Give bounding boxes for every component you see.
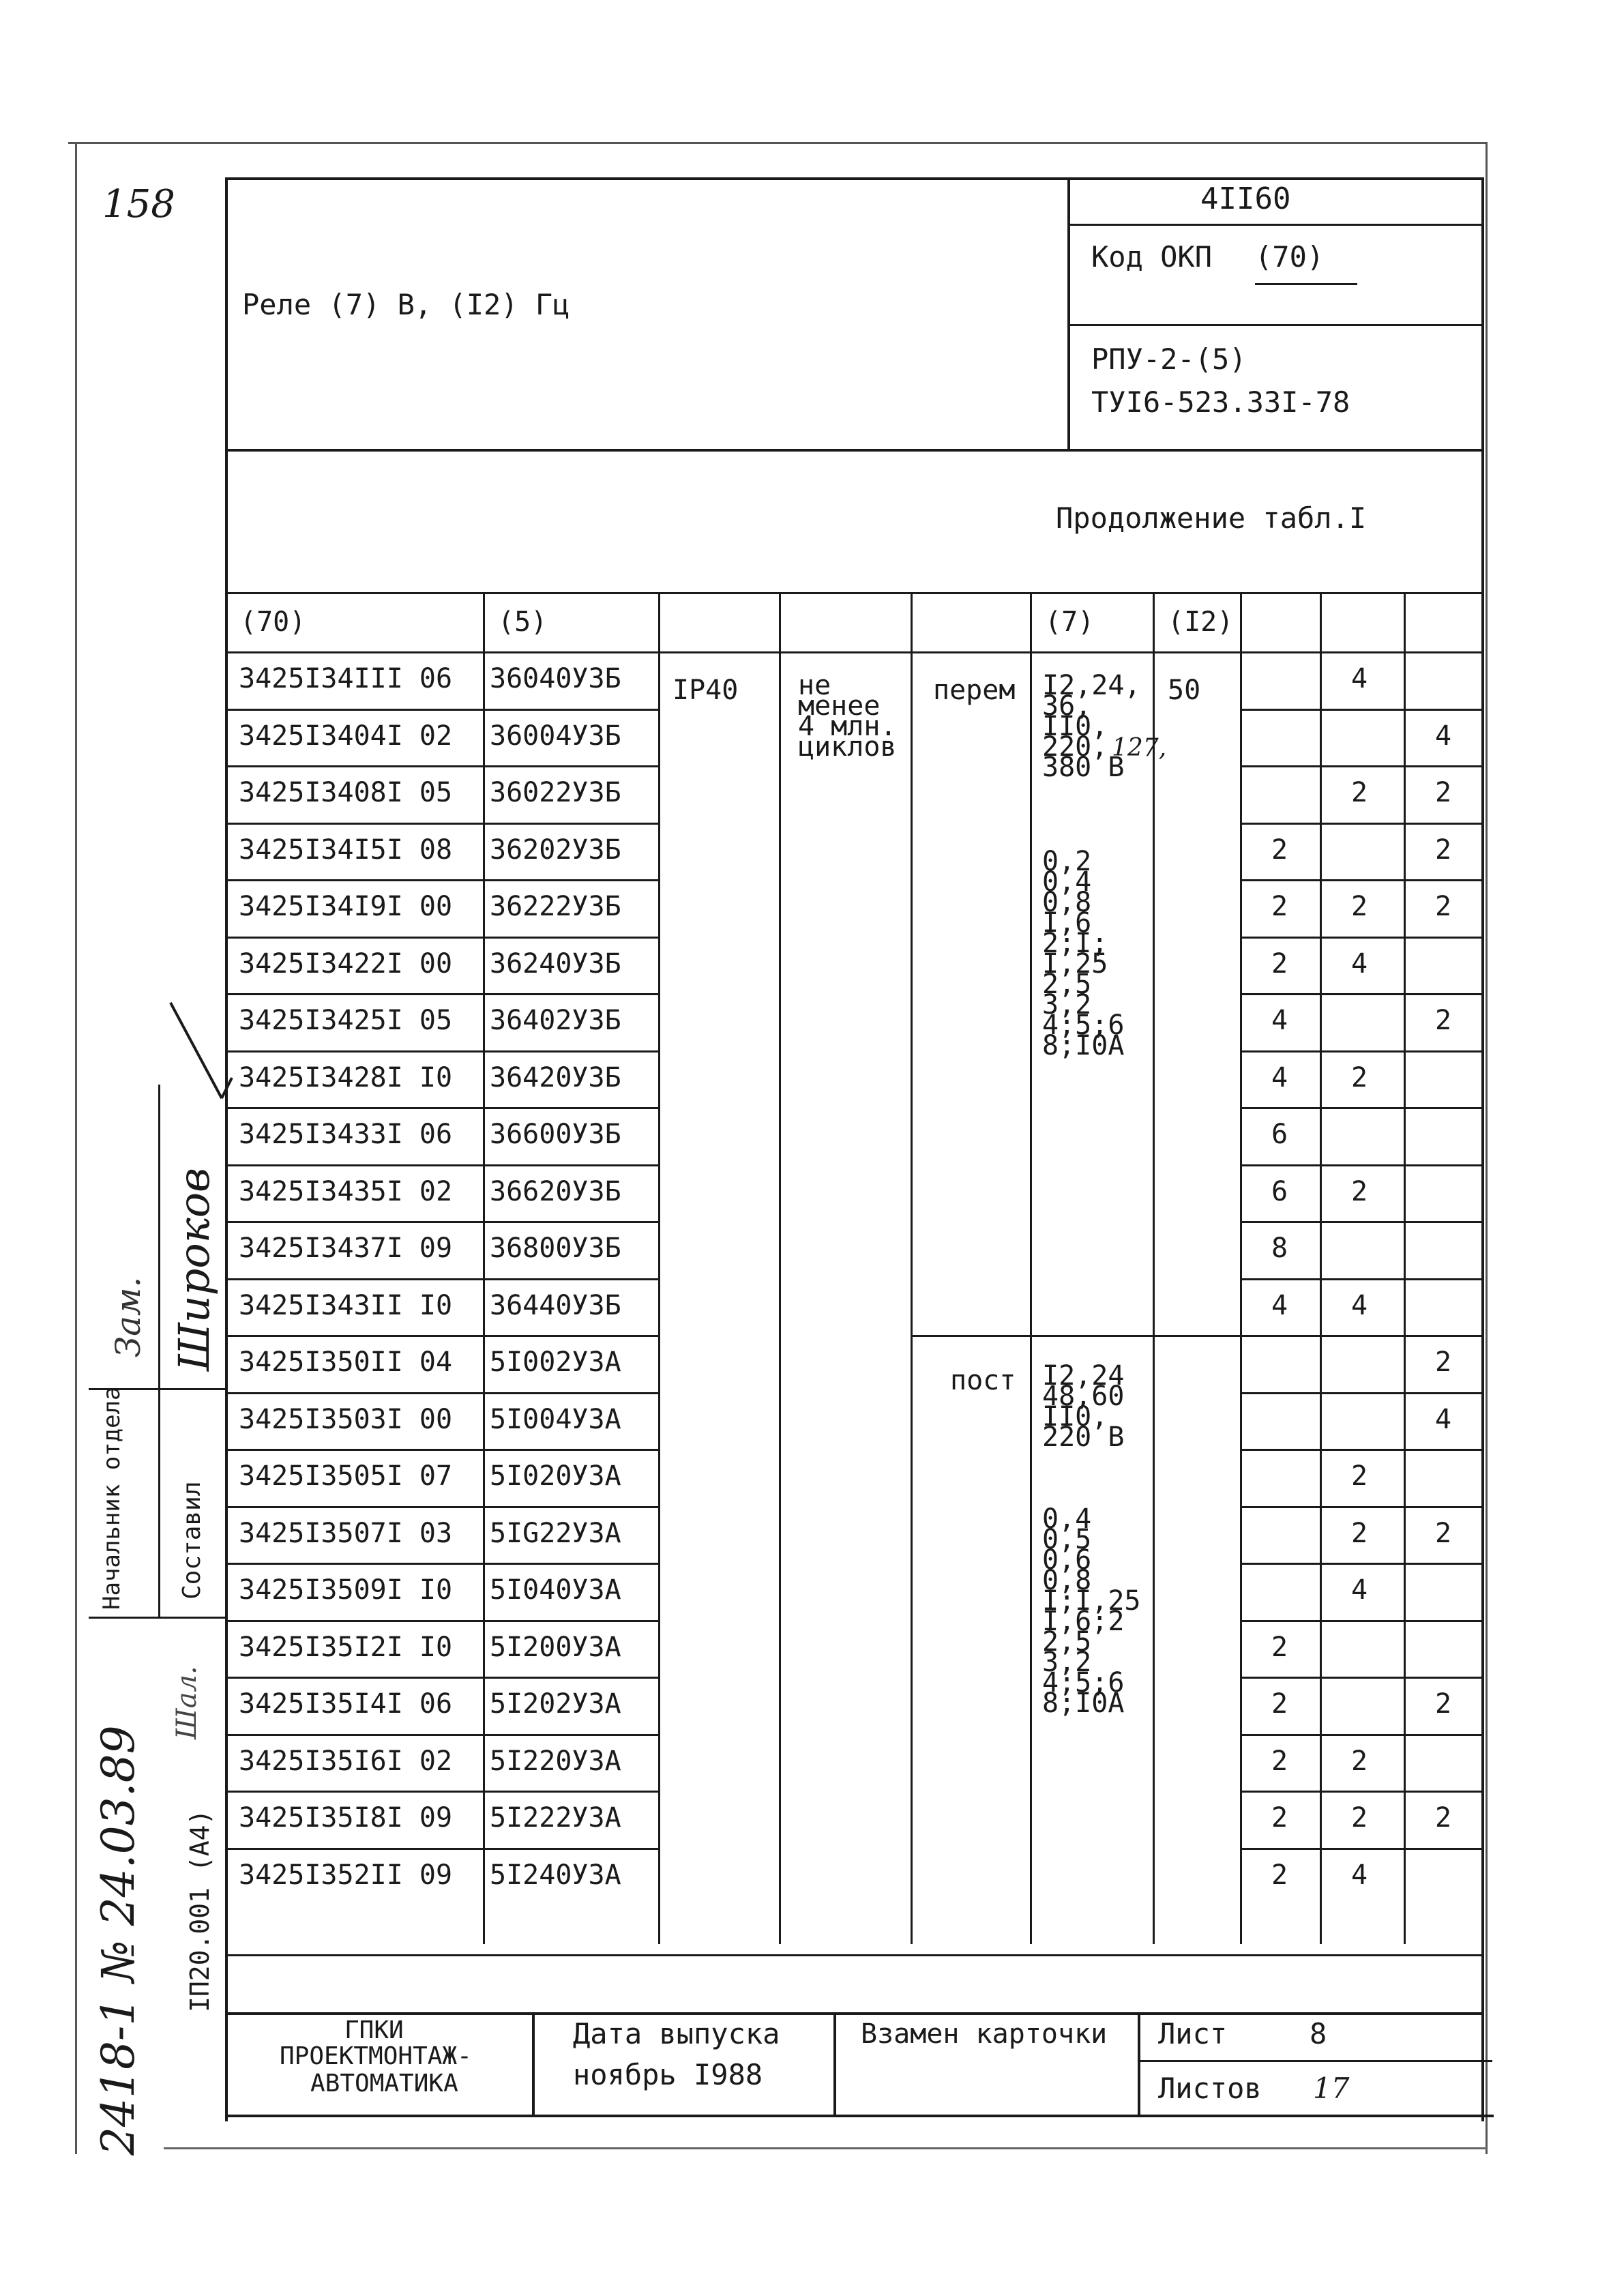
replace-label: Взамен карточки — [861, 2018, 1108, 2050]
quantity-cell: 2 — [1271, 1745, 1288, 1777]
quantity-cell: 2 — [1350, 777, 1368, 808]
modification-cell: 36040УЗБ — [490, 663, 621, 694]
quantity-cell: 4 — [1271, 1061, 1288, 1093]
quantity-cell: 4 — [1350, 947, 1368, 980]
quantity-cell: 2 — [1350, 1517, 1368, 1549]
sheets-label: Листов — [1158, 2072, 1262, 2105]
quantity-cell: 4 — [1434, 1403, 1452, 1435]
column-header: (I2) — [1168, 606, 1234, 638]
okp-code-cell: 3425I3435I 02 — [239, 1175, 453, 1207]
org-line-1: ГПКИ — [344, 2016, 404, 2044]
org-line-2: ПРОЕКТМОНТАЖ- — [280, 2042, 472, 2070]
table-row-line — [1240, 1221, 1483, 1223]
product-designation: РПУ-2-(5) — [1091, 342, 1247, 376]
continuation-label: Продолжение табл.I — [1056, 501, 1367, 535]
voltages-ac: I2,24, 36, II0, 220, 380 В — [1042, 670, 1141, 783]
modification-cell: 5I200УЗА — [490, 1631, 621, 1663]
table-row-line — [225, 1050, 658, 1053]
modification-cell: 5I202УЗА — [490, 1688, 621, 1720]
modification-cell: 5I004УЗА — [490, 1403, 621, 1435]
sheet-label: Лист — [1158, 2017, 1228, 2050]
quantity-cell: 6 — [1271, 1175, 1288, 1207]
modification-cell: 36800УЗБ — [490, 1233, 621, 1264]
table-head-top-line — [225, 592, 1483, 594]
column-header: (7) — [1045, 606, 1095, 638]
okp-code-cell: 3425I3422I 00 — [239, 947, 453, 980]
currents-dc: 0,4 0,5 0,6 0,8 I;I,25 I,6;2 2,5 3,2 4;5;6 8;I0А — [1042, 1503, 1141, 1719]
issue-date-value: ноябрь I988 — [573, 2058, 763, 2091]
table-col-line — [658, 592, 660, 1944]
table-row-line — [225, 993, 658, 995]
footer-sheet-divider — [1138, 2060, 1492, 2062]
ip-rating: IP40 — [673, 675, 739, 706]
quantity-cell: 2 — [1350, 1802, 1368, 1834]
quantity-cell: 2 — [1271, 947, 1288, 980]
quantity-cell: 4 — [1271, 1005, 1288, 1036]
okp-code-cell: 3425I34I5I 08 — [239, 834, 453, 866]
signature-1: Широков — [169, 1167, 219, 1371]
quantity-cell: 4 — [1271, 1289, 1288, 1321]
table-head-bottom-line — [225, 651, 1483, 653]
table-row-line — [225, 1278, 658, 1280]
okp-code-cell: 3425I3509I I0 — [239, 1574, 453, 1606]
modification-cell: 5IG22УЗА — [490, 1517, 621, 1549]
table-row-line — [1240, 879, 1483, 881]
quantity-cell: 2 — [1350, 1745, 1368, 1777]
table-row-line — [1240, 1392, 1483, 1394]
quantity-cell: 2 — [1271, 1631, 1288, 1663]
quantity-cell: 4 — [1434, 720, 1452, 752]
page-title: Реле (7) В, (I2) Гц — [242, 288, 570, 321]
quantity-cell: 2 — [1271, 1859, 1288, 1891]
quantity-cell: 6 — [1271, 1119, 1288, 1150]
voltage-note: 127, — [1112, 734, 1167, 762]
quantity-cell: 4 — [1350, 1289, 1368, 1321]
okp-code-cell: 3425I3433I 06 — [239, 1119, 453, 1150]
group-separator-line — [911, 1335, 1240, 1337]
current-type-ac: перем — [933, 675, 1016, 706]
table-row-line — [1240, 937, 1483, 939]
table-row-line — [1240, 1164, 1483, 1166]
okp-code-cell: 3425I35I8I 09 — [239, 1802, 453, 1834]
footer-divider-1 — [532, 2012, 535, 2116]
modification-cell: 36022УЗБ — [490, 777, 621, 808]
table-row-line — [1240, 1677, 1483, 1679]
signature-2: Зам. — [108, 1276, 148, 1357]
voltages-dc: I2,24 48,60 II0, 220 В — [1042, 1360, 1125, 1453]
table-row-line — [225, 1848, 658, 1850]
okp-code-cell: 3425I34III 06 — [239, 663, 453, 694]
okp-code-cell: 3425I352II 09 — [239, 1859, 453, 1891]
page-number: 158 — [102, 182, 175, 226]
quantity-cell: 2 — [1434, 834, 1452, 866]
table-row-line — [225, 1620, 658, 1622]
issue-date-label: Дата выпуска — [573, 2017, 780, 2050]
table-row-line — [1240, 1563, 1483, 1565]
document-code: IП20.001 (А4) — [185, 1809, 215, 2012]
table-col-line — [483, 592, 485, 1944]
head-of-department-label: Начальник отдела — [98, 1386, 125, 1610]
table-row-line — [1240, 1620, 1483, 1622]
modification-cell: 36004УЗБ — [490, 720, 621, 752]
table-row-line — [1240, 1449, 1483, 1451]
current-type-dc: пост — [950, 1365, 1016, 1396]
table-row-line — [225, 1164, 658, 1166]
table-row-line — [225, 765, 658, 767]
table-row-line — [225, 1221, 658, 1223]
column-header: (70) — [240, 606, 306, 638]
table-col-line — [1240, 592, 1242, 1944]
quantity-cell: 2 — [1271, 1688, 1288, 1720]
table-row-line — [225, 709, 658, 711]
table-row-line — [225, 1392, 658, 1394]
sheets-value: 17 — [1313, 2072, 1350, 2105]
modification-cell: 36620УЗБ — [490, 1175, 621, 1207]
quantity-cell: 2 — [1271, 834, 1288, 866]
quantity-cell: 2 — [1434, 1346, 1452, 1378]
quantity-cell: 2 — [1434, 777, 1452, 808]
table-row-line — [225, 879, 658, 881]
quantity-cell: 2 — [1350, 1460, 1368, 1492]
quantity-cell: 4 — [1350, 1859, 1368, 1891]
modification-cell: 36222УЗБ — [490, 891, 621, 922]
modification-cell: 36202УЗБ — [490, 834, 621, 866]
table-col-line — [1404, 592, 1406, 1944]
table-row-line — [225, 937, 658, 939]
modification-cell: 5I220УЗА — [490, 1745, 621, 1777]
footer-bottom-line — [225, 2115, 1494, 2117]
quantity-cell: 2 — [1434, 1005, 1452, 1036]
okp-label: Код ОКП — [1091, 240, 1213, 274]
okp-code-cell: 3425I350II 04 — [239, 1346, 453, 1378]
modification-cell: 5I040УЗА — [490, 1574, 621, 1606]
okp-code-cell: 3425I35I6I 02 — [239, 1745, 453, 1777]
product-code: 4II60 — [1200, 181, 1291, 216]
okp-code-cell: 3425I35I4I 06 — [239, 1688, 453, 1720]
table-row-line — [225, 1107, 658, 1109]
footer-top-line — [225, 2012, 1483, 2015]
quantity-cell: 2 — [1434, 891, 1452, 922]
modification-cell: 36600УЗБ — [490, 1119, 621, 1150]
okp-code-cell: 3425I3505I 07 — [239, 1460, 453, 1492]
signature-stroke — [157, 996, 239, 1105]
table-bottom-line — [225, 1954, 1483, 1956]
table-row-line — [1240, 1278, 1483, 1280]
table-row-line — [1240, 1335, 1483, 1337]
service-life: не менее 4 млн. циклов — [798, 670, 897, 763]
okp-code-cell: 3425I3503I 00 — [239, 1403, 453, 1435]
okp-code-cell: 3425I35I2I I0 — [239, 1631, 453, 1663]
modification-cell: 5I240УЗА — [490, 1859, 621, 1891]
okp-code-cell: 3425I343II I0 — [239, 1289, 453, 1321]
okp-code-cell: 3425I3428I I0 — [239, 1061, 453, 1093]
sheet-value: 8 — [1310, 2017, 1327, 2050]
quantity-cell: 2 — [1434, 1688, 1452, 1720]
table-row-line — [1240, 1734, 1483, 1736]
modification-cell: 5I020УЗА — [490, 1460, 621, 1492]
modification-cell: 5I002УЗА — [490, 1346, 621, 1378]
currents-ac: 0,2 0,4 0,8 I,6 2;I; I,25 2,5 3,2 4;5;6 8;I0А — [1042, 846, 1125, 1061]
table-row-line — [225, 1449, 658, 1451]
quantity-cell: 2 — [1271, 891, 1288, 922]
table-row-line — [1240, 1050, 1483, 1053]
table-row-line — [1240, 993, 1483, 995]
okp-value: (70) — [1255, 240, 1325, 274]
okp-code-cell: 3425I3425I 05 — [239, 1005, 453, 1036]
table-row-line — [1240, 1848, 1483, 1850]
table-row-line — [1240, 1791, 1483, 1793]
okp-code-cell: 3425I3507I 03 — [239, 1517, 453, 1549]
quantity-cell: 8 — [1271, 1233, 1288, 1264]
table-row-line — [225, 1335, 658, 1337]
compiled-by-label: Составил — [178, 1481, 206, 1600]
table-col-line — [1320, 592, 1322, 1944]
handwritten-reference: 2418-1 № 24.03.89 — [92, 1725, 145, 2155]
signature-3: Шал. — [171, 1666, 203, 1739]
modification-cell: 5I222УЗА — [490, 1802, 621, 1834]
footer-divider-3 — [1138, 2012, 1140, 2116]
table-row-line — [225, 1677, 658, 1679]
footer-divider-2 — [833, 2012, 836, 2116]
quantity-cell: 2 — [1350, 1061, 1368, 1093]
modification-cell: 36240УЗБ — [490, 947, 621, 980]
org-line-3: АВТОМАТИКА — [310, 2070, 458, 2098]
okp-code-cell: 3425I3437I 09 — [239, 1233, 453, 1264]
table-row-line — [1240, 1107, 1483, 1109]
table-col-line — [911, 592, 913, 1944]
quantity-cell: 2 — [1434, 1802, 1452, 1834]
okp-code-cell: 3425I3404I 02 — [239, 720, 453, 752]
table-row-line — [225, 1734, 658, 1736]
okp-code-cell: 3425I3408I 05 — [239, 777, 453, 808]
column-header: (5) — [498, 606, 548, 638]
modification-cell: 36420УЗБ — [490, 1061, 621, 1093]
okp-code-cell: 3425I34I9I 00 — [239, 891, 453, 922]
quantity-cell: 4 — [1350, 663, 1368, 694]
table-row-line — [1240, 1506, 1483, 1508]
table-row-line — [225, 1506, 658, 1508]
modification-cell: 36440УЗБ — [490, 1289, 621, 1321]
table-row-line — [1240, 823, 1483, 825]
side-box-bottom — [89, 1617, 225, 1619]
table-col-line — [1153, 592, 1155, 1944]
product-spec: ТУI6-523.33I-78 — [1091, 385, 1350, 419]
frequency: 50 — [1168, 675, 1201, 706]
table-row-line — [225, 1791, 658, 1793]
table-row-line — [225, 1563, 658, 1565]
quantity-cell: 4 — [1350, 1574, 1368, 1606]
modification-cell: 36402УЗБ — [490, 1005, 621, 1036]
quantity-cell: 2 — [1434, 1517, 1452, 1549]
side-box-divider — [158, 1085, 160, 1617]
table-row-line — [1240, 765, 1483, 767]
table-col-line — [779, 592, 781, 1944]
quantity-cell: 2 — [1271, 1802, 1288, 1834]
quantity-cell: 2 — [1350, 1175, 1368, 1207]
table-col-line — [1030, 592, 1032, 1944]
quantity-cell: 2 — [1350, 891, 1368, 922]
table-row-line — [1240, 709, 1483, 711]
table-row-line — [225, 823, 658, 825]
